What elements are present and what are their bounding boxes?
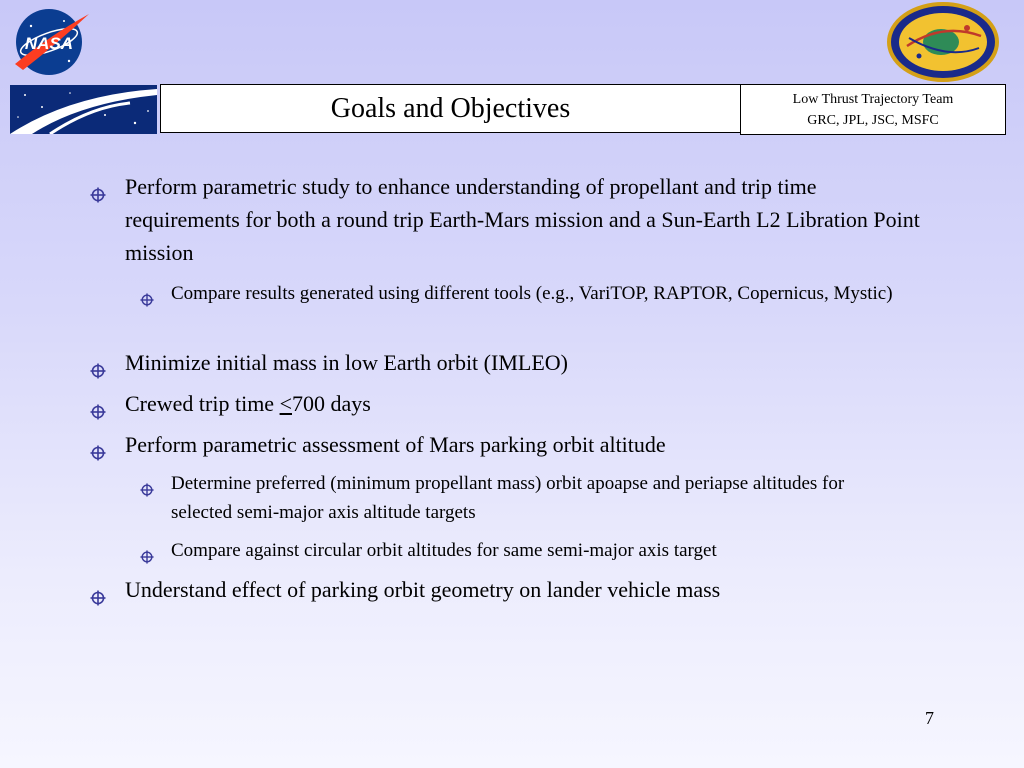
bullet-text: Perform parametric assessment of Mars parking orbit altitude — [125, 432, 666, 457]
nasa-logo-text: NASA — [24, 34, 74, 53]
list-item — [90, 170, 925, 269]
list-item — [90, 428, 925, 461]
crosshair-bullet-icon — [90, 437, 106, 453]
list-item — [140, 536, 951, 565]
crosshair-bullet-icon — [140, 544, 154, 558]
crosshair-bullet-icon — [90, 179, 106, 195]
bullet-text: Determine preferred (minimum propellant mass) orbit apoapse and periapse altitudes for selected semi-major axis altitude targets — [171, 473, 845, 523]
bullet-text: Compare results generated using different tools (e.g., VariTOP, RAPTOR, Copernicus, Mystic) — [171, 283, 893, 304]
bullet-text: Perform parametric study to enhance understanding of propellant and trip time requirements for both a round trip Earth-Mars mission and a Sun-Earth L2 Libration Point mission — [125, 174, 920, 265]
bullet-text: Compare against circular orbit altitudes for same semi-major axis target — [171, 540, 717, 561]
bullet-text: Minimize initial mass in low Earth orbit (IMLEO) — [125, 350, 568, 375]
crosshair-bullet-icon — [140, 287, 154, 301]
crosshair-bullet-icon — [90, 396, 106, 412]
team-centers: GRC, JPL, JSC, MSFC — [807, 112, 939, 128]
crosshair-bullet-icon — [90, 355, 106, 371]
bullet-text: Understand effect of parking orbit geometry on lander vehicle mass — [125, 577, 721, 602]
list-item — [90, 387, 925, 420]
bullet-text-suffix: 700 days — [292, 391, 371, 416]
slide-title: Goals and Objectives — [330, 92, 571, 124]
less-than-or-equal-symbol: < — [279, 391, 292, 416]
crosshair-bullet-icon — [90, 582, 106, 598]
crosshair-bullet-icon — [140, 477, 154, 491]
list-item — [90, 573, 925, 606]
bullet-text-prefix: Crewed trip time — [125, 391, 280, 416]
page-number: 7 — [925, 708, 934, 728]
team-name: Low Thrust Trajectory Team — [792, 91, 954, 107]
list-item — [90, 346, 925, 379]
bullet-text — [125, 387, 925, 420]
list-item — [140, 279, 951, 308]
list-item — [140, 469, 871, 527]
